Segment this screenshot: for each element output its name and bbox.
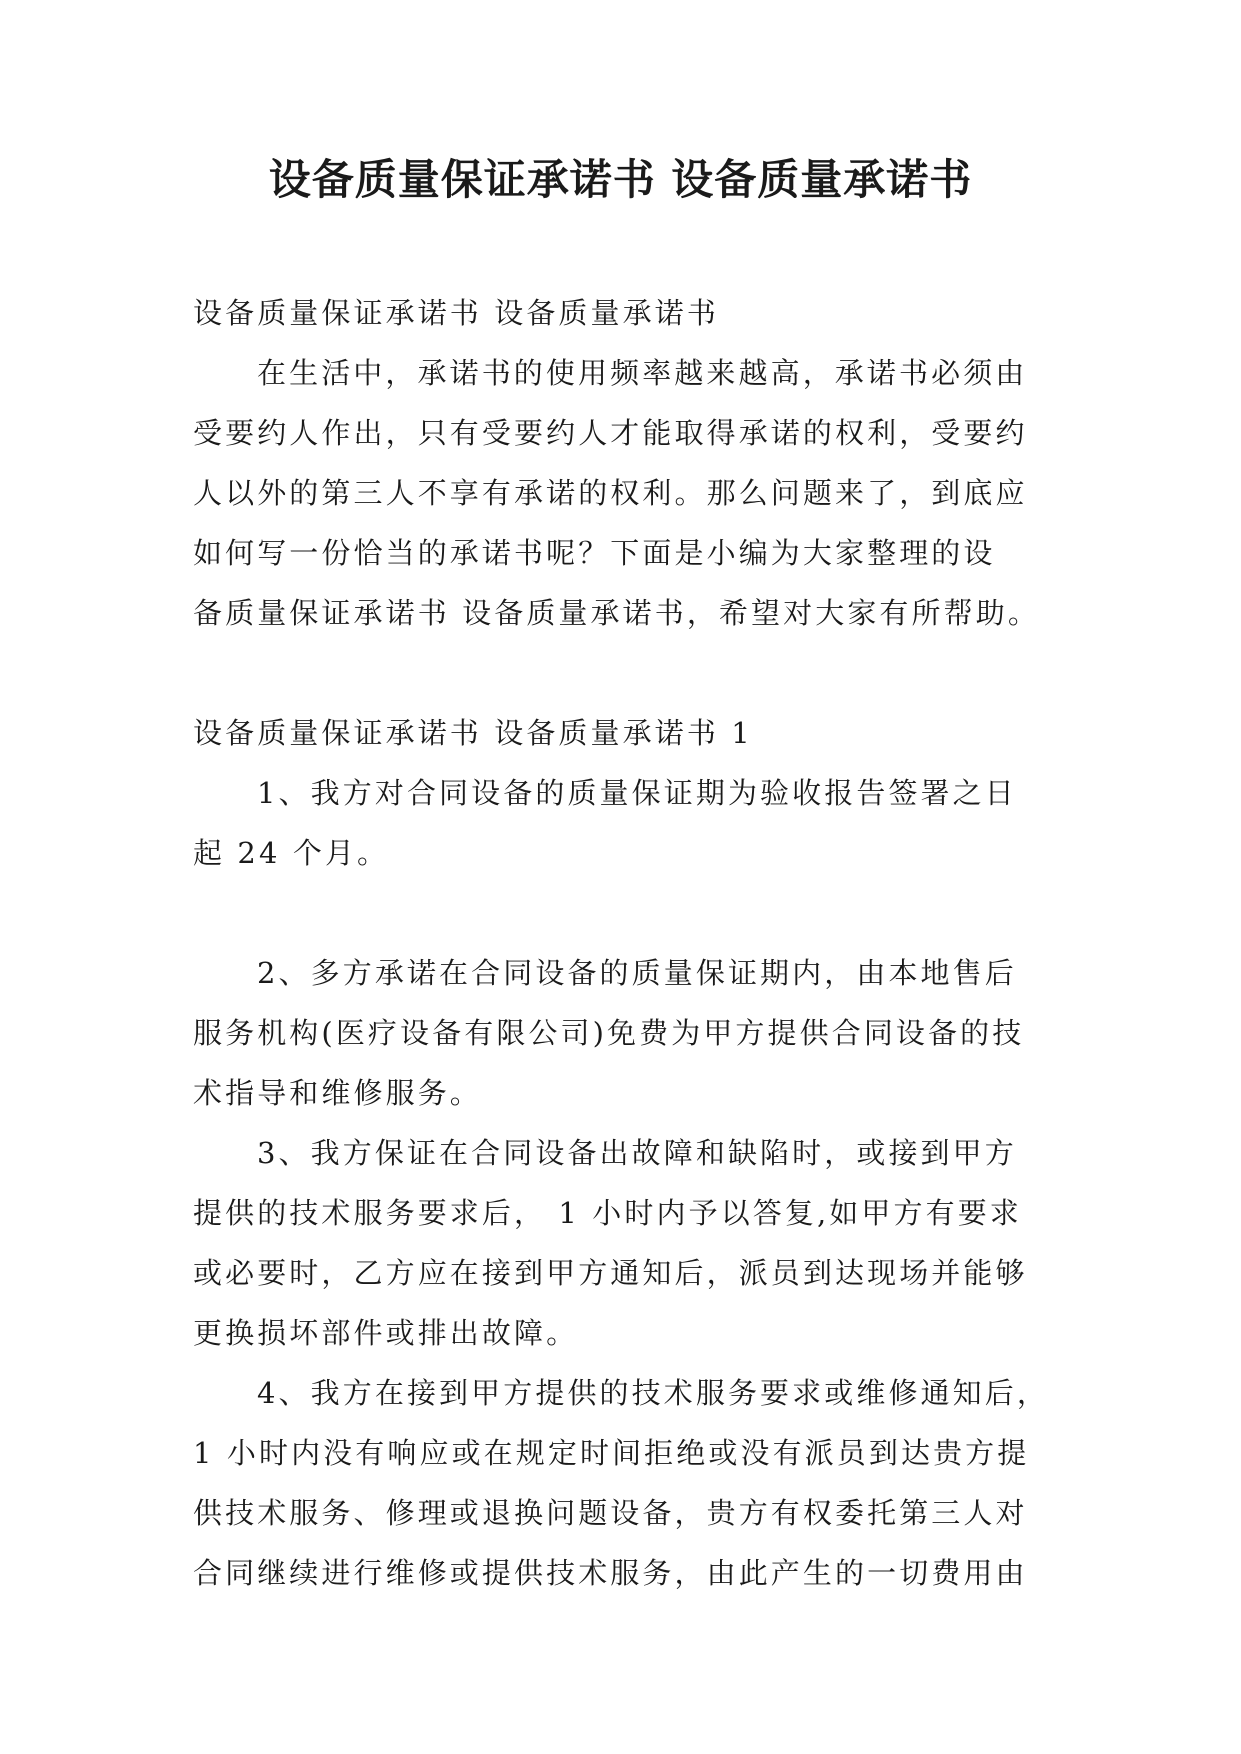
- item-3-line: 更换损坏部件或排出故障。: [193, 1316, 579, 1350]
- paragraph-gap: [193, 643, 1068, 703]
- subtitle-line: 设备质量保证承诺书 设备质量承诺书: [193, 296, 719, 330]
- item-2-line: 术指导和维修服务。: [193, 1076, 482, 1110]
- item-4-line: 供技术服务、修理或退换问题设备，贵方有权委托第三人对: [193, 1496, 1028, 1530]
- document-title: 设备质量保证承诺书 设备质量承诺书: [268, 155, 973, 204]
- item-4-line: 1 小时内没有响应或在规定时间拒绝或没有派员到达贵方提: [193, 1436, 1030, 1470]
- item-3-line: 或必要时，乙方应在接到甲方通知后，派员到达现场并能够: [193, 1256, 1028, 1290]
- intro-line: 备质量保证承诺书 设备质量承诺书，希望对大家有所帮助。: [193, 596, 1040, 630]
- section-heading: 设备质量保证承诺书 设备质量承诺书 1: [193, 716, 753, 750]
- item-3-line: 提供的技术服务要求后， 1 小时内予以答复,如甲方有要求: [193, 1196, 1022, 1230]
- intro-line: 如何写一份恰当的承诺书呢？下面是小编为大家整理的设: [193, 536, 996, 570]
- item-1-line: 起 24 个月。: [193, 836, 390, 870]
- item-4-line: 合同继续进行维修或提供技术服务，由此产生的一切费用由: [193, 1556, 1028, 1590]
- item-3-line: 3、我方保证在合同设备出故障和缺陷时，或接到甲方: [257, 1136, 1017, 1170]
- intro-line: 在生活中，承诺书的使用频率越来越高，承诺书必须由: [257, 356, 1028, 390]
- document-body: [193, 283, 1068, 1603]
- paragraph-gap: [193, 883, 1068, 943]
- intro-line: 受要约人作出，只有受要约人才能取得承诺的权利，受要约: [193, 416, 1028, 450]
- item-4-line: 4、我方在接到甲方提供的技术服务要求或维修通知后，: [257, 1376, 1049, 1410]
- intro-line: 人以外的第三人不享有承诺的权利。那么问题来了，到底应: [193, 476, 1028, 510]
- item-1-line: 1、我方对合同设备的质量保证期为验收报告签署之日: [257, 776, 1017, 810]
- item-2-line: 2、多方承诺在合同设备的质量保证期内，由本地售后: [257, 956, 1017, 990]
- item-2-line: 服务机构(医疗设备有限公司)免费为甲方提供合同设备的技: [193, 1016, 1025, 1050]
